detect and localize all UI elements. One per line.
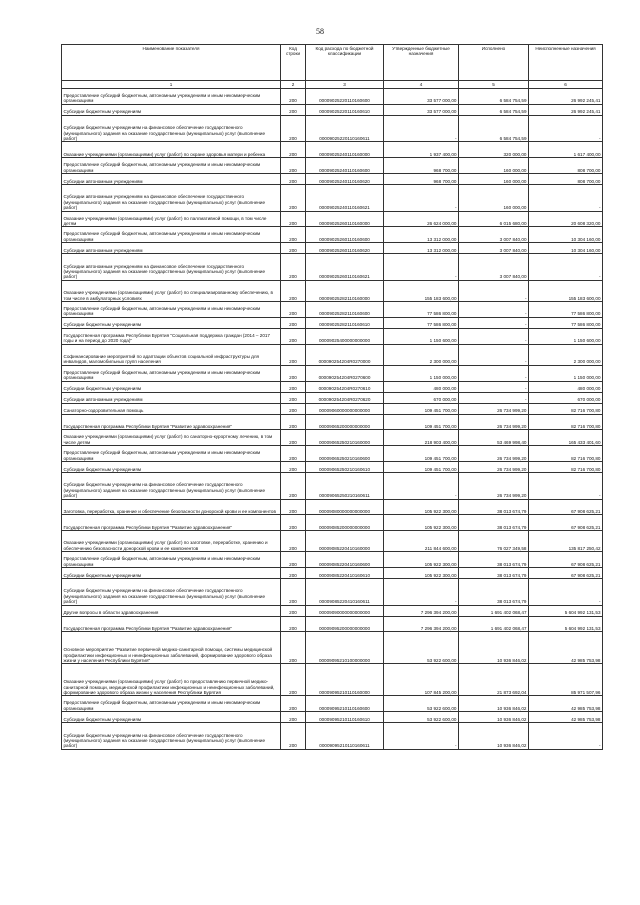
table-row xyxy=(62,89,603,105)
row-approved: 13 312 000,00 xyxy=(384,243,459,254)
table-row xyxy=(62,403,603,414)
row-budget-code: 00009095210100000000 xyxy=(306,632,384,664)
row-approved: 105 922 300,00 xyxy=(384,552,459,568)
row-code: 200 xyxy=(281,280,306,301)
row-approved: 968 700,00 xyxy=(384,173,459,184)
row-unexecuted: 670 000,00 xyxy=(529,392,603,403)
row-executed: - xyxy=(459,328,529,344)
row-budget-code: 00009065250210160611 xyxy=(306,472,384,499)
row-name: Санаторно-оздоровительная помощь xyxy=(62,403,281,414)
header-executed: Исполнено xyxy=(459,45,529,81)
row-budget-code: 00009025240110160000 xyxy=(306,142,384,158)
table-body xyxy=(62,89,603,750)
row-budget-code: 00009065250210160000 xyxy=(306,430,384,446)
row-unexecuted: 1 150 000,00 xyxy=(529,365,603,381)
row-unexecuted: 77 586 800,00 xyxy=(529,301,603,317)
row-code: 200 xyxy=(281,173,306,184)
row-name: Субсидии бюджетным учреждениям xyxy=(62,317,281,328)
row-code: 200 xyxy=(281,344,306,365)
row-approved: 7 296 394 200,00 xyxy=(384,605,459,616)
table-row xyxy=(62,696,603,712)
row-unexecuted: 42 985 753,98 xyxy=(529,696,603,712)
row-executed: - xyxy=(459,280,529,301)
row-unexecuted: 67 908 625,21 xyxy=(529,552,603,568)
row-budget-code: 000090254204R0270000 xyxy=(306,344,384,365)
table-row xyxy=(62,392,603,403)
row-code: 200 xyxy=(281,605,306,616)
table-row xyxy=(62,430,603,446)
row-name: Предоставление субсидий бюджетным, автономным учреждениям и иным некоммерческим организациям xyxy=(62,365,281,381)
row-approved: 968 700,00 xyxy=(384,158,459,174)
row-code: 200 xyxy=(281,616,306,632)
row-approved: 105 922 300,00 xyxy=(384,515,459,531)
row-approved: - xyxy=(384,115,459,142)
row-executed: 76 027 349,58 xyxy=(459,531,529,552)
row-executed: 53 469 998,40 xyxy=(459,430,529,446)
row-code: 200 xyxy=(281,115,306,142)
row-executed: 6 015 680,00 xyxy=(459,211,529,227)
row-unexecuted: 67 908 625,21 xyxy=(529,499,603,515)
row-approved: 105 922 300,00 xyxy=(384,568,459,579)
row-code: 200 xyxy=(281,301,306,317)
row-unexecuted: - xyxy=(529,254,603,281)
row-approved: 33 577 000,00 xyxy=(384,104,459,115)
row-executed: 26 734 999,20 xyxy=(459,403,529,414)
table-row xyxy=(62,317,603,328)
row-name: Предоставление субсидий бюджетным, автономным учреждениям и иным некоммерческим организациям xyxy=(62,227,281,243)
row-unexecuted: 1 150 600,00 xyxy=(529,328,603,344)
row-executed: - xyxy=(459,301,529,317)
row-unexecuted: 480 000,00 xyxy=(529,381,603,392)
row-unexecuted: 5 604 992 131,53 xyxy=(529,616,603,632)
row-executed: 1 691 402 068,47 xyxy=(459,616,529,632)
table-row xyxy=(62,605,603,616)
row-budget-code: 000090254204R0270620 xyxy=(306,392,384,403)
row-name: Субсидии бюджетным учреждениям на финансовое обеспечение государственного (муниципального) задания на оказание государственных (муниципальных) услуг (выполнение работ) xyxy=(62,472,281,499)
row-approved: 7 296 394 200,00 xyxy=(384,616,459,632)
table-row xyxy=(62,414,603,430)
table-row xyxy=(62,158,603,174)
row-unexecuted: 10 304 160,00 xyxy=(529,227,603,243)
row-budget-code: 00009025282110160000 xyxy=(306,280,384,301)
row-code: 200 xyxy=(281,515,306,531)
row-approved: 109 451 700,00 xyxy=(384,446,459,462)
row-budget-code: 00009025240110160620 xyxy=(306,173,384,184)
col-number: 1 xyxy=(62,81,281,89)
row-name: Оказание учреждениями (организациями) услуг (работ) по специализированному обеспечению, в том числе в амбулаторных условиях xyxy=(62,280,281,301)
table-row xyxy=(62,280,603,301)
row-budget-code: 00009025400000000000 xyxy=(306,328,384,344)
row-name: Государственная программа Республики Бурятия "Развитие здравоохранения" xyxy=(62,616,281,632)
row-unexecuted: 85 971 507,96 xyxy=(529,664,603,696)
row-approved: 33 577 000,00 xyxy=(384,89,459,105)
row-executed: - xyxy=(459,392,529,403)
row-budget-code: 00009025240110160621 xyxy=(306,184,384,211)
row-code: 200 xyxy=(281,579,306,606)
row-approved: 2 300 000,00 xyxy=(384,344,459,365)
row-budget-code: 00009025282110160600 xyxy=(306,301,384,317)
row-budget-code: 00009085200000000000 xyxy=(306,515,384,531)
row-approved: 211 844 600,00 xyxy=(384,531,459,552)
row-unexecuted: 67 908 625,21 xyxy=(529,515,603,531)
row-executed: 10 936 846,02 xyxy=(459,723,529,750)
row-unexecuted: 135 817 250,42 xyxy=(529,531,603,552)
row-approved: 53 922 600,00 xyxy=(384,696,459,712)
row-executed: 3 007 840,00 xyxy=(459,243,529,254)
row-code: 200 xyxy=(281,381,306,392)
table-row xyxy=(62,531,603,552)
row-unexecuted: - xyxy=(529,579,603,606)
row-code: 200 xyxy=(281,365,306,381)
row-name: Субсидии бюджетным учреждениям на финансовое обеспечение государственного (муниципального) задания на оказание государственных (муниципальных) услуг (выполнение работ) xyxy=(62,115,281,142)
row-budget-code: 00009095210110160611 xyxy=(306,723,384,750)
row-code: 200 xyxy=(281,392,306,403)
row-unexecuted: 82 716 700,80 xyxy=(529,461,603,472)
header-code: Код строки xyxy=(281,45,306,81)
row-code: 200 xyxy=(281,243,306,254)
row-name: Оказание учреждениями (организациями) услуг (работ) по охране здоровья матери и ребенка xyxy=(62,142,281,158)
row-name: Заготовка, переработка, хранение и обеспечение безопасности донорской крови и ее компонентов xyxy=(62,499,281,515)
col-number: 5 xyxy=(459,81,529,89)
row-budget-code: 00009095210110160610 xyxy=(306,712,384,723)
row-approved: 109 451 700,00 xyxy=(384,461,459,472)
row-unexecuted: 20 608 320,00 xyxy=(529,211,603,227)
row-executed: 6 584 754,59 xyxy=(459,89,529,105)
row-name: Субсидии бюджетным учреждениям xyxy=(62,712,281,723)
row-executed: 10 936 846,02 xyxy=(459,632,529,664)
table-row xyxy=(62,115,603,142)
row-name: Оказание учреждениями (организациями) услуг (работ) по заготовке, переработке, хранению и обеспечению безопасности донорской крови и ее компонентов xyxy=(62,531,281,552)
row-name: Предоставление субсидий бюджетным, автономным учреждениям и иным некоммерческим организациям xyxy=(62,552,281,568)
row-executed: 160 000,00 xyxy=(459,184,529,211)
row-budget-code: 00009025220110160611 xyxy=(306,115,384,142)
table-row xyxy=(62,515,603,531)
row-code: 200 xyxy=(281,461,306,472)
row-name: Предоставление субсидий бюджетным, автономным учреждениям и иным некоммерческим организациям xyxy=(62,158,281,174)
row-budget-code: 00009025282110160610 xyxy=(306,317,384,328)
row-budget-code: 00009085220410160611 xyxy=(306,579,384,606)
table-row xyxy=(62,184,603,211)
row-name: Субсидии бюджетным учреждениям xyxy=(62,104,281,115)
row-approved: 480 000,00 xyxy=(384,381,459,392)
row-executed: 6 584 754,59 xyxy=(459,104,529,115)
row-code: 200 xyxy=(281,446,306,462)
table-row xyxy=(62,664,603,696)
row-unexecuted: 67 908 625,21 xyxy=(529,568,603,579)
row-name: Субсидии автономным учреждениям на финансовое обеспечение государственного (муниципального) задания на оказание государственных (муниципальных) услуг (выполнение работ) xyxy=(62,254,281,281)
row-budget-code: 000090254204R0270610 xyxy=(306,381,384,392)
table-row xyxy=(62,227,603,243)
row-approved: 77 586 800,00 xyxy=(384,317,459,328)
row-code: 200 xyxy=(281,696,306,712)
table-row xyxy=(62,254,603,281)
row-name: Субсидии бюджетным учреждениям на финансовое обеспечение государственного (муниципального) задания на оказание государственных (муниципальных) услуг (выполнение работ) xyxy=(62,723,281,750)
row-unexecuted: - xyxy=(529,184,603,211)
table-row xyxy=(62,579,603,606)
table-row xyxy=(62,552,603,568)
table-row xyxy=(62,632,603,664)
row-approved: 53 922 600,00 xyxy=(384,712,459,723)
row-name: Государственная программа Республики Бурятия "Социальная поддержка граждан (2014 – 2017 годы и на период до 2020 года)" xyxy=(62,328,281,344)
row-code: 200 xyxy=(281,211,306,227)
table-header-row xyxy=(62,45,603,81)
row-budget-code: 00009090000000000000 xyxy=(306,605,384,616)
col-number: 4 xyxy=(384,81,459,89)
header-approved: Утвержденные бюджетные назначения xyxy=(384,45,459,81)
row-approved: 53 922 600,00 xyxy=(384,632,459,664)
row-budget-code: 00009065250210160610 xyxy=(306,461,384,472)
row-executed: 3 007 840,00 xyxy=(459,254,529,281)
row-code: 200 xyxy=(281,254,306,281)
row-executed: 3 007 840,00 xyxy=(459,227,529,243)
column-number-row xyxy=(62,81,603,89)
row-code: 200 xyxy=(281,158,306,174)
table-row xyxy=(62,365,603,381)
row-name: Субсидии автономным учреждениям на финансовое обеспечение государственного (муниципального) задания на оказание государственных (муниципальных) услуг (выполнение работ) xyxy=(62,184,281,211)
row-executed: 21 873 692,04 xyxy=(459,664,529,696)
table-row xyxy=(62,381,603,392)
row-code: 200 xyxy=(281,184,306,211)
row-approved: 109 451 700,00 xyxy=(384,403,459,414)
row-budget-code: 00009080000000000000 xyxy=(306,499,384,515)
budget-execution-table xyxy=(61,44,603,750)
row-code: 200 xyxy=(281,723,306,750)
table-row xyxy=(62,712,603,723)
row-unexecuted: 82 716 700,80 xyxy=(529,403,603,414)
row-executed: 160 000,00 xyxy=(459,158,529,174)
row-approved: 155 183 600,00 xyxy=(384,280,459,301)
row-budget-code: 00009085220410160600 xyxy=(306,552,384,568)
row-approved: 218 903 400,00 xyxy=(384,430,459,446)
row-code: 200 xyxy=(281,712,306,723)
row-budget-code: 00009025260110160621 xyxy=(306,254,384,281)
row-unexecuted: 5 604 992 131,53 xyxy=(529,605,603,616)
row-executed: 38 013 674,79 xyxy=(459,515,529,531)
row-budget-code: 00009025220110160600 xyxy=(306,89,384,105)
table-row xyxy=(62,173,603,184)
row-approved: 13 312 000,00 xyxy=(384,227,459,243)
row-name: Субсидии автономным учреждениям xyxy=(62,243,281,254)
row-code: 200 xyxy=(281,499,306,515)
row-budget-code: 00009085220410160000 xyxy=(306,531,384,552)
row-budget-code: 00009085220410160610 xyxy=(306,568,384,579)
row-approved: - xyxy=(384,472,459,499)
row-code: 200 xyxy=(281,414,306,430)
row-name: Субсидии бюджетным учреждениям xyxy=(62,461,281,472)
row-budget-code: 00009095200000000000 xyxy=(306,616,384,632)
row-name: Основное мероприятие "Развитие первичной медико-санитарной помощи, системы медицинской профилактики инфекционных и неинфекционных заболеваний, формирование здорового образа жизни у населения Республики Бурятия" xyxy=(62,632,281,664)
row-unexecuted: 42 985 753,98 xyxy=(529,632,603,664)
row-code: 200 xyxy=(281,227,306,243)
row-budget-code: 000090254204R0270600 xyxy=(306,365,384,381)
row-unexecuted: 808 700,00 xyxy=(529,173,603,184)
row-code: 200 xyxy=(281,328,306,344)
row-code: 200 xyxy=(281,531,306,552)
table-row xyxy=(62,472,603,499)
row-approved: 109 451 700,00 xyxy=(384,414,459,430)
row-executed: - xyxy=(459,381,529,392)
row-name: Предоставление субсидий бюджетным, автономным учреждениям и иным некоммерческим организациям xyxy=(62,89,281,105)
row-executed: 26 734 999,20 xyxy=(459,414,529,430)
row-budget-code: 00009095210110160600 xyxy=(306,696,384,712)
row-executed: 38 013 674,79 xyxy=(459,499,529,515)
table-row xyxy=(62,142,603,158)
row-name: Оказание учреждениями (организациями) услуг (работ) по санаторно-курортному лечению, в том числе детям xyxy=(62,430,281,446)
row-approved: - xyxy=(384,723,459,750)
row-name: Оказание учреждениями (организациями) услуг (работ) по паллиативной помощи, в том числе детям xyxy=(62,211,281,227)
row-code: 200 xyxy=(281,568,306,579)
row-budget-code: 00009060000000000000 xyxy=(306,403,384,414)
row-code: 200 xyxy=(281,89,306,105)
row-approved: 107 845 200,00 xyxy=(384,664,459,696)
row-unexecuted: 82 716 700,80 xyxy=(529,414,603,430)
row-name: Софинансирование мероприятий по адаптации объектов социальной инфраструктуры для инвалидов, маломобильных групп населения xyxy=(62,344,281,365)
row-unexecuted: 10 304 160,00 xyxy=(529,243,603,254)
row-name: Государственная программа Республики Бурятия "Развитие здравоохранения" xyxy=(62,414,281,430)
row-name: Субсидии бюджетным учреждениям на финансовое обеспечение государственного (муниципального) задания на оказание государственных (муниципальных) услуг (выполнение работ) xyxy=(62,579,281,606)
row-unexecuted: 82 716 700,80 xyxy=(529,446,603,462)
row-budget-code: 00009025260110160000 xyxy=(306,211,384,227)
row-name: Предоставление субсидий бюджетным, автономным учреждениям и иным некоммерческим организациям xyxy=(62,696,281,712)
row-code: 200 xyxy=(281,472,306,499)
row-unexecuted: - xyxy=(529,472,603,499)
row-unexecuted: 42 985 753,98 xyxy=(529,712,603,723)
row-budget-code: 00009025240110160600 xyxy=(306,158,384,174)
row-unexecuted: 1 617 400,00 xyxy=(529,142,603,158)
table-row xyxy=(62,616,603,632)
row-executed: - xyxy=(459,344,529,365)
row-executed: - xyxy=(459,317,529,328)
row-executed: 38 013 674,79 xyxy=(459,579,529,606)
row-name: Другие вопросы в области здравоохранения xyxy=(62,605,281,616)
row-unexecuted: - xyxy=(529,115,603,142)
table-row xyxy=(62,211,603,227)
row-executed: 10 936 846,02 xyxy=(459,696,529,712)
row-unexecuted: 155 183 600,00 xyxy=(529,280,603,301)
row-code: 200 xyxy=(281,142,306,158)
row-code: 200 xyxy=(281,552,306,568)
row-budget-code: 00009065200000000000 xyxy=(306,414,384,430)
row-approved: 1 150 600,00 xyxy=(384,328,459,344)
row-code: 200 xyxy=(281,430,306,446)
row-name: Субсидии автономным учреждениям xyxy=(62,173,281,184)
row-unexecuted: 165 433 401,60 xyxy=(529,430,603,446)
table-row xyxy=(62,104,603,115)
row-executed: 38 013 674,79 xyxy=(459,552,529,568)
row-name: Предоставление субсидий бюджетным, автономным учреждениям и иным некоммерческим организациям xyxy=(62,301,281,317)
row-executed: 10 936 846,02 xyxy=(459,712,529,723)
row-budget-code: 00009025260110160620 xyxy=(306,243,384,254)
header-name: Наименование показателя xyxy=(62,45,281,81)
table-row xyxy=(62,446,603,462)
col-number: 3 xyxy=(306,81,384,89)
table-row xyxy=(62,344,603,365)
table-row xyxy=(62,723,603,750)
row-budget-code: 00009025260110160600 xyxy=(306,227,384,243)
row-budget-code: 00009025220110160610 xyxy=(306,104,384,115)
col-number: 6 xyxy=(529,81,603,89)
row-budget-code: 00009065250210160600 xyxy=(306,446,384,462)
row-unexecuted: - xyxy=(529,723,603,750)
col-number: 2 xyxy=(281,81,306,89)
row-approved: 1 937 400,00 xyxy=(384,142,459,158)
header-budget-code: Код расхода по бюджетной классификации xyxy=(306,45,384,81)
row-budget-code: 00009095210110160000 xyxy=(306,664,384,696)
row-executed: 26 734 999,20 xyxy=(459,472,529,499)
row-code: 200 xyxy=(281,104,306,115)
row-code: 200 xyxy=(281,317,306,328)
row-executed: 1 691 402 068,47 xyxy=(459,605,529,616)
table-row xyxy=(62,243,603,254)
table-row xyxy=(62,461,603,472)
row-unexecuted: 808 700,00 xyxy=(529,158,603,174)
row-name: Предоставление субсидий бюджетным, автономным учреждениям и иным некоммерческим организациям xyxy=(62,446,281,462)
row-executed: 160 000,00 xyxy=(459,173,529,184)
row-name: Субсидии автономным учреждениям xyxy=(62,392,281,403)
row-approved: 105 922 300,00 xyxy=(384,499,459,515)
row-unexecuted: 77 586 800,00 xyxy=(529,317,603,328)
row-executed: 26 734 999,20 xyxy=(459,461,529,472)
table-row xyxy=(62,328,603,344)
row-approved: - xyxy=(384,579,459,606)
row-approved: 670 000,00 xyxy=(384,392,459,403)
row-executed: 38 013 674,79 xyxy=(459,568,529,579)
table-row xyxy=(62,499,603,515)
row-code: 200 xyxy=(281,632,306,664)
row-unexecuted: 26 992 245,41 xyxy=(529,89,603,105)
row-code: 200 xyxy=(281,403,306,414)
row-approved: 77 586 800,00 xyxy=(384,301,459,317)
row-approved: - xyxy=(384,184,459,211)
row-executed: 26 734 999,20 xyxy=(459,446,529,462)
row-name: Государственная программа Республики Бурятия "Развитие здравоохранения" xyxy=(62,515,281,531)
row-name: Оказание учреждениями (организациями) услуг (работ) по предоставлению первичной медико-санитарной помощи, медицинской профилактики инфекционных и неинфекционных заболеваний, формирование здорового образа жизни у населения Республики Бурятия xyxy=(62,664,281,696)
row-approved: - xyxy=(384,254,459,281)
row-executed: 320 000,00 xyxy=(459,142,529,158)
page-number: 58 xyxy=(316,27,324,36)
header-unexecuted: Неисполненные назначения xyxy=(529,45,603,81)
row-code: 200 xyxy=(281,664,306,696)
row-approved: 26 624 000,00 xyxy=(384,211,459,227)
row-name: Субсидии бюджетным учреждениям xyxy=(62,381,281,392)
row-executed: 6 584 754,59 xyxy=(459,115,529,142)
row-unexecuted: 26 992 245,41 xyxy=(529,104,603,115)
table-row xyxy=(62,301,603,317)
row-name: Субсидии бюджетным учреждениям xyxy=(62,568,281,579)
table-row xyxy=(62,568,603,579)
row-executed: - xyxy=(459,365,529,381)
row-approved: 1 150 000,00 xyxy=(384,365,459,381)
row-unexecuted: 2 300 000,00 xyxy=(529,344,603,365)
